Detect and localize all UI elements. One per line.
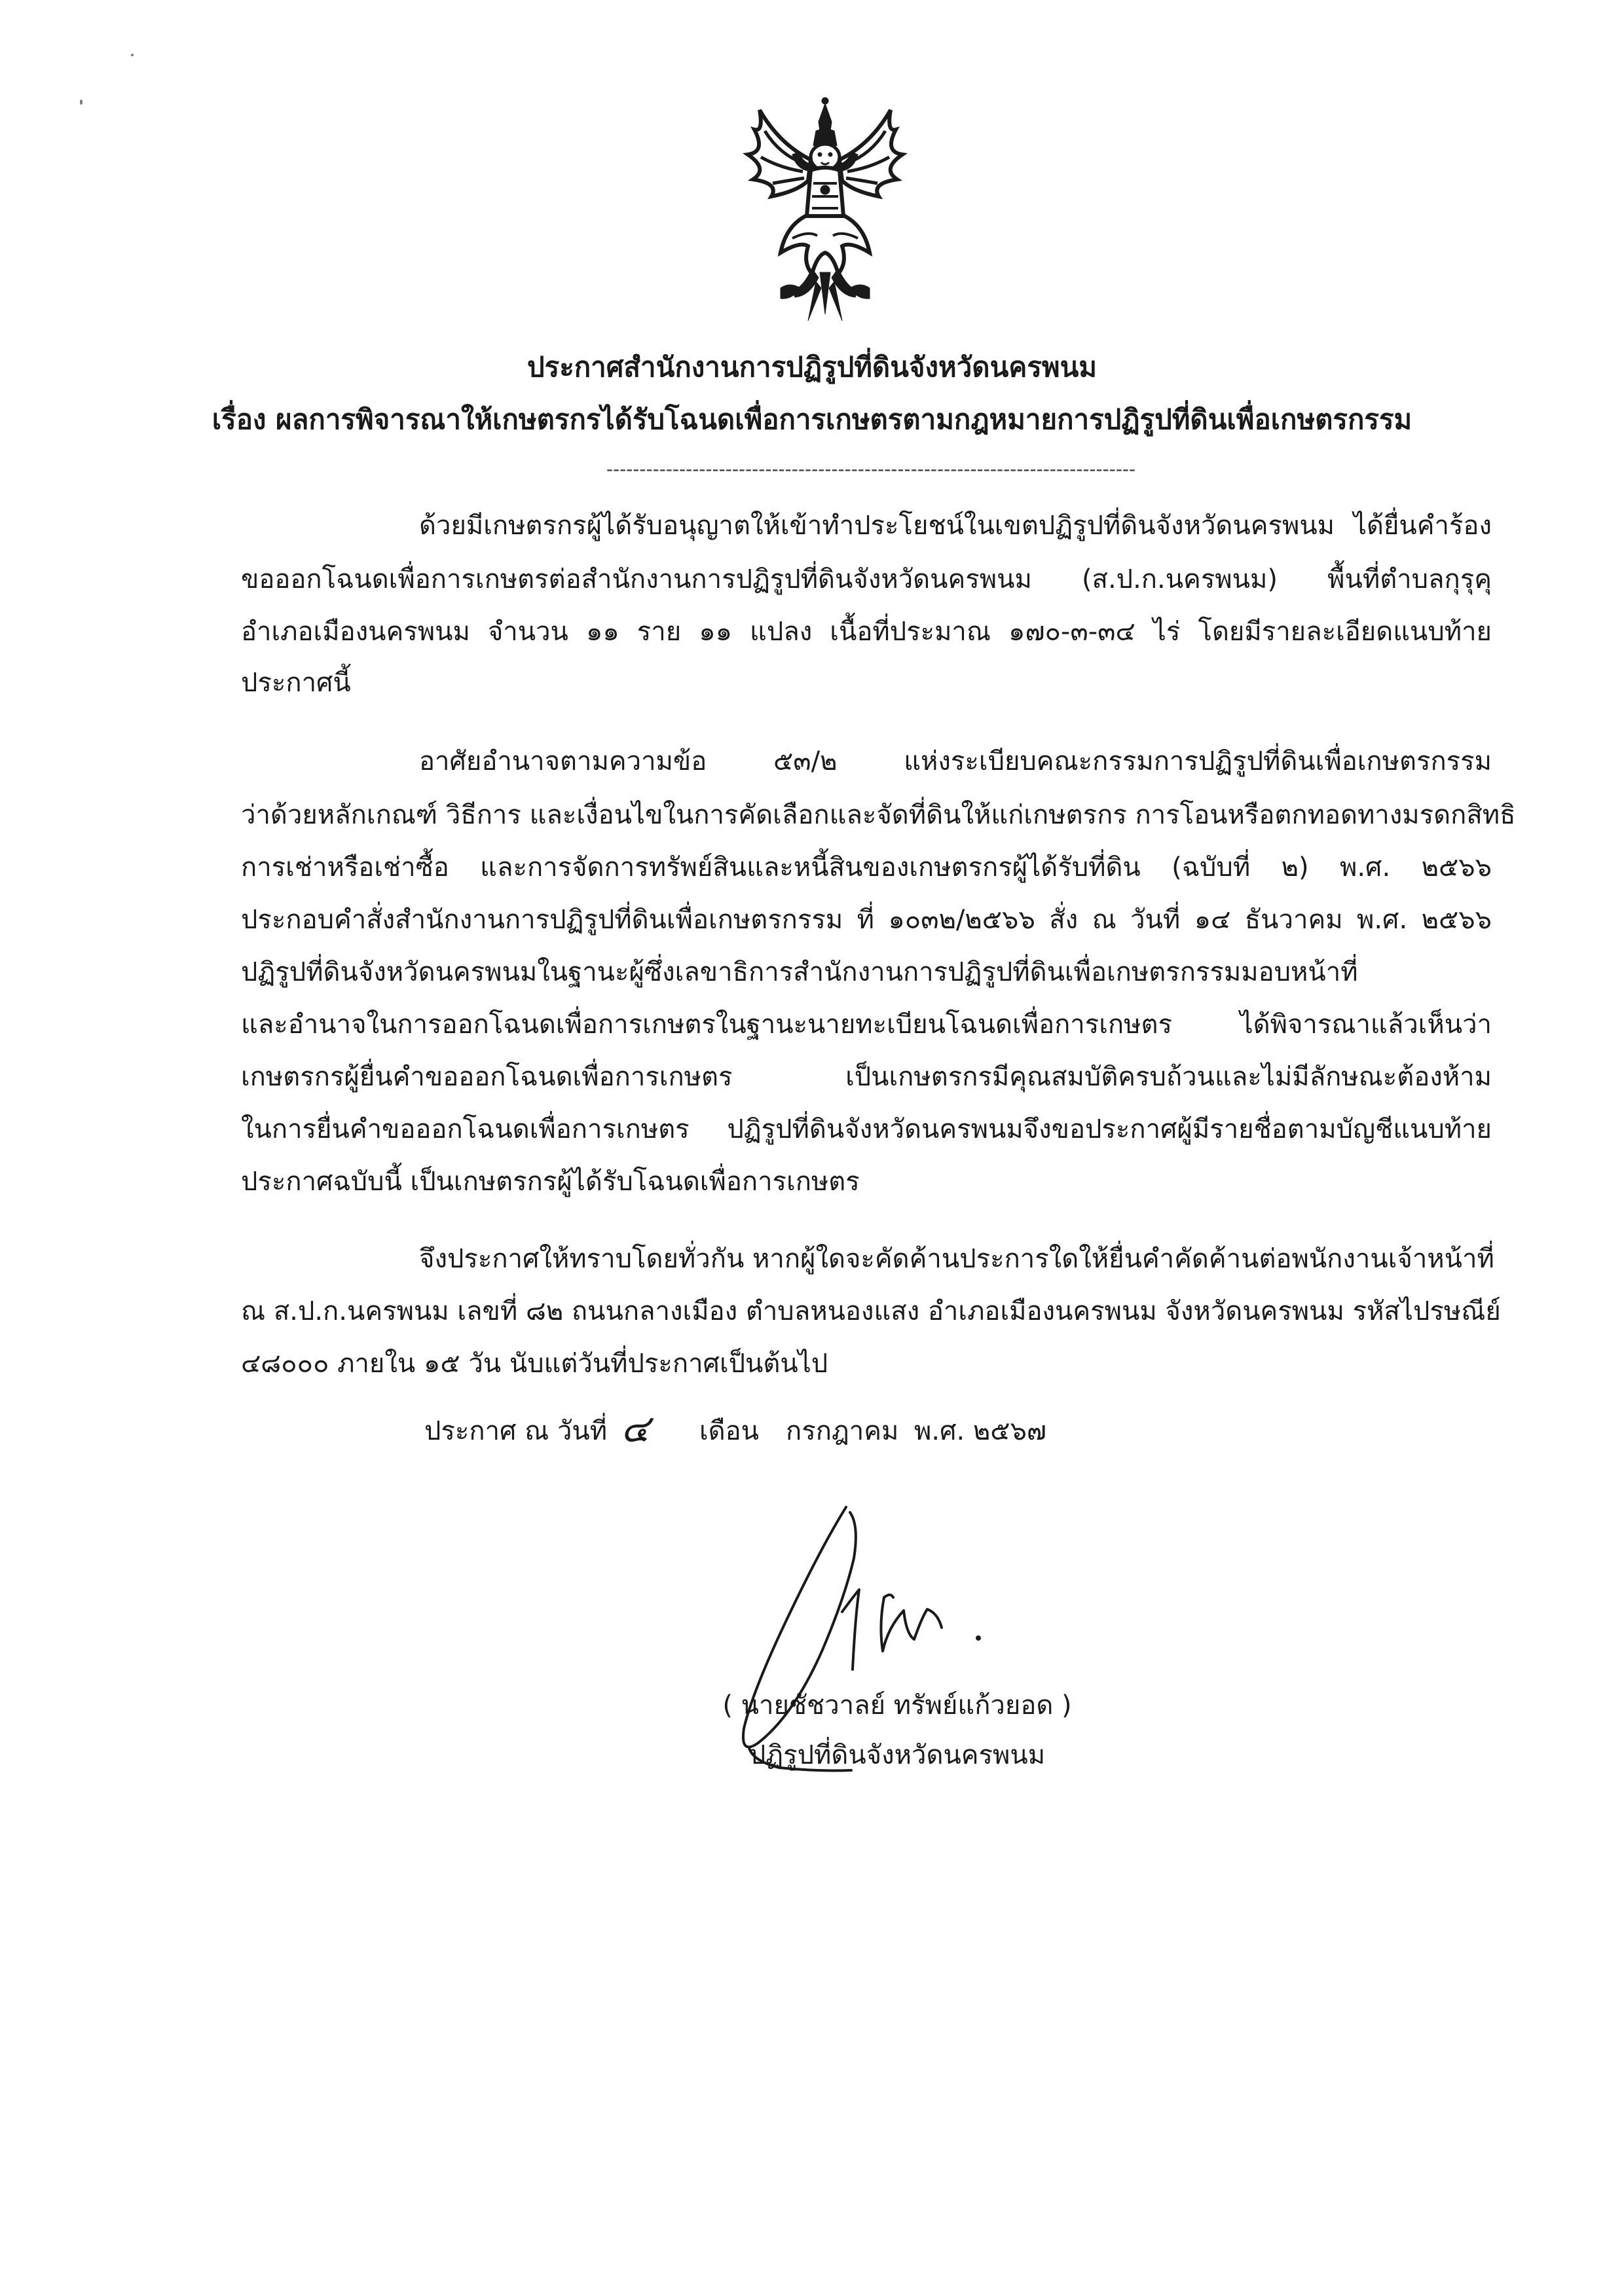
paragraph-3-line: จึงประกาศให้ทราบโดยทั่วกัน หากผู้ใดจะคัดค้านประการใดให้ยื่นคำคัดค้านต่อพนักงานเจ้าหน้าที่ [419, 1244, 1494, 1274]
paragraph-2-line: การเช่าหรือเช่าซื้อ และการจัดการทรัพย์สินและหนี้สินของเกษตรกรผู้ได้รับที่ดิน (ฉบับที่ ๒) พ.ศ. ๒๕๖๖ [241, 852, 1492, 883]
document-subject: เรื่อง ผลการพิจารณาให้เกษตรกรได้รับโฉนดเพื่อการเกษตรตามกฎหมายการปฏิรูปที่ดินเพื่อเกษตรกรรม [212, 403, 1412, 435]
scan-speck [131, 54, 134, 56]
date-year: พ.ศ. ๒๕๖๗ [914, 1416, 1047, 1446]
paragraph-2-line: ประกาศฉบับนี้ เป็นเกษตรกรผู้ได้รับโฉนดเพื่อการเกษตร [241, 1167, 860, 1197]
title-divider: -------------------------------------------------------------------------------- [606, 458, 1136, 480]
date-month-label: เดือน [699, 1416, 760, 1446]
scan-speck [80, 100, 83, 105]
paragraph-1-line: ประกาศนี้ [241, 668, 351, 698]
paragraph-2-line: ปฏิรูปที่ดินจังหวัดนครพนมในฐานะผู้ซึ่งเลขาธิการสำนักงานการปฏิรูปที่ดินเพื่อเกษตรกรรมมอบหน้าที่ [241, 957, 1358, 987]
paragraph-3-line: ณ ส.ป.ก.นครพนม เลขที่ ๘๒ ถนนกลางเมือง ตำบลหนองแสง อำเภอเมืองนครพนม จังหวัดนครพนม รหัสไปรษณีย์ [241, 1296, 1501, 1326]
paragraph-2-line: อาศัยอำนาจตามความข้อ ๕๓/๒ แห่งระเบียบคณะกรรมการปฏิรูปที่ดินเพื่อเกษตรกรรม [419, 746, 1492, 776]
garuda-emblem-icon [740, 92, 910, 334]
date-month: กรกฎาคม [786, 1416, 899, 1446]
paragraph-1-line: ด้วยมีเกษตรกรผู้ได้รับอนุญาตให้เข้าทำประโยชน์ในเขตปฏิรูปที่ดินจังหวัดนครพนม ได้ยื่นคำร้อง [419, 511, 1492, 541]
signatory-name: ( นายชัชวาลย์ ทรัพย์แก้วยอด ) [722, 1690, 1072, 1721]
paragraph-1-line: อำเภอเมืองนครพนม จำนวน ๑๑ ราย ๑๑ แปลง เนื้อที่ประมาณ ๑๗๐-๓-๓๔ ไร่ โดยมีรายละเอียดแนบท้าย [241, 617, 1492, 647]
date-day: ๔ [621, 1406, 650, 1451]
paragraph-2-line: และอำนาจในการออกโฉนดเพื่อการเกษตรในฐานะนายทะเบียนโฉนดเพื่อการเกษตร ได้พิจารณาแล้วเห็นว่า [241, 1010, 1492, 1040]
paragraph-2-line: เกษตรกรผู้ยื่นคำขอออกโฉนดเพื่อการเกษตร เป็นเกษตรกรมีคุณสมบัติครบถ้วนและไม่มีลักษณะต้องห้าม [241, 1062, 1492, 1092]
document-title: ประกาศสำนักงานการปฏิรูปที่ดินจังหวัดนครพนม [526, 351, 1098, 383]
signatory-title: ปฏิรูปที่ดินจังหวัดนครพนม [748, 1740, 1046, 1770]
paragraph-2-line: ในการยื่นคำขอออกโฉนดเพื่อการเกษตร ปฏิรูปที่ดินจังหวัดนครพนมจึงขอประกาศผู้มีรายชื่อตามบัญชีแนบท้าย [241, 1114, 1492, 1144]
date-prefix: ประกาศ ณ วันที่ [424, 1416, 608, 1446]
paragraph-2-line: ว่าด้วยหลักเกณฑ์ วิธีการ และเงื่อนไขในการคัดเลือกและจัดที่ดินให้แก่เกษตรกร การโอนหรือตกทอดทางมรดกสิทธิ [241, 800, 1516, 830]
paragraph-1-line: ขอออกโฉนดเพื่อการเกษตรต่อสำนักงานการปฏิรูปที่ดินจังหวัดนครพนม (ส.ป.ก.นครพนม) พื้นที่ตำบลกุรุคุ [241, 564, 1492, 594]
paragraph-2-line: ประกอบคำสั่งสำนักงานการปฏิรูปที่ดินเพื่อเกษตรกรรม ที่ ๑๐๓๒/๒๕๖๖ สั่ง ณ วันที่ ๑๔ ธันวาคม พ.ศ. ๒๕๖๖ [241, 905, 1492, 935]
paragraph-3-line: ๔๘๐๐๐ ภายใน ๑๕ วัน นับแต่วันที่ประกาศเป็นต้นไป [241, 1349, 828, 1379]
